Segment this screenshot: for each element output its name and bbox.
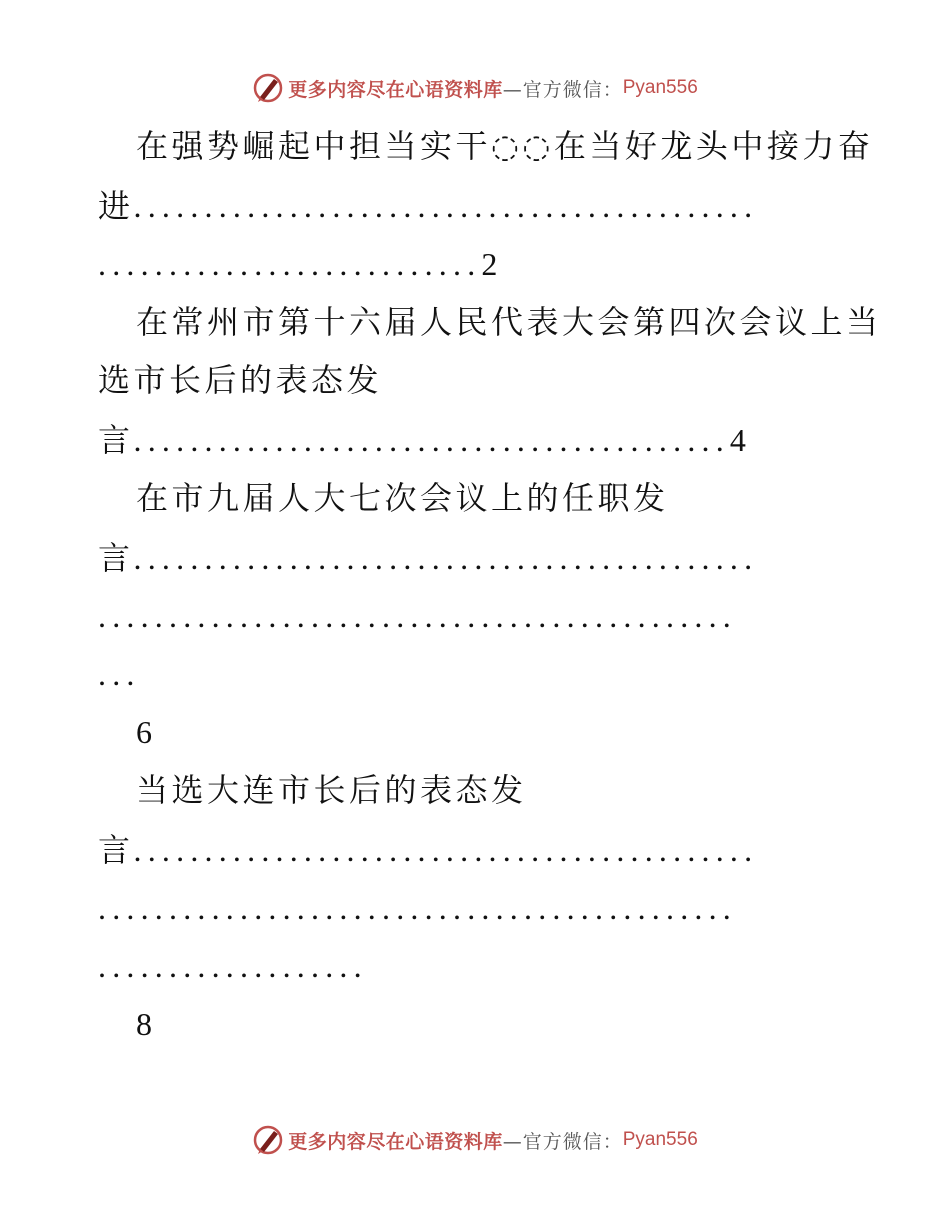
toc-entry-2-dots-line-3: ..........................................	[133, 422, 730, 458]
watermark-sub-text: —官方微信：	[502, 78, 623, 101]
watermark-id-text: Pyan556	[622, 77, 698, 98]
toc-entry-4-dots-line-4: ...................	[98, 948, 368, 984]
toc-entry-4-dots-row-1	[98, 830, 758, 870]
watermark-id-text: Pyan556	[622, 1129, 698, 1150]
toc-entry-3-dots-line-3: .............................................	[98, 598, 737, 634]
toc-entry-3-page-number	[136, 712, 152, 752]
watermark-main-text: 更多内容尽在心语资料库	[288, 78, 503, 101]
toc-entry-3-title-end: 言	[98, 539, 134, 577]
toc-entry-3-dots-row-2	[98, 596, 737, 636]
toc-entry-2-title-end: 言	[98, 421, 134, 459]
toc-entry-4-title-line-1: 当选大连市长后的表态发	[136, 771, 527, 809]
toc-entry-4-title-end: 言	[98, 831, 134, 869]
toc-entry-2-dots-row	[98, 420, 746, 460]
watermark-main-text: 更多内容尽在心语资料库	[288, 1130, 503, 1153]
toc-entry-1-title-line-2	[98, 186, 758, 226]
toc-entry-4-page-number-value: 8	[136, 1006, 152, 1042]
toc-entry-3-dots-row-3	[98, 654, 141, 694]
toc-entry-2-title-line-2: 选市长后的表态发	[98, 361, 383, 399]
toc-entry-3-title-line-1: 在市九届人大七次会议上的任职发	[136, 479, 669, 517]
toc-entry-4-page-number	[136, 1004, 152, 1044]
toc-entry-1-dots-row	[98, 244, 497, 284]
toc-entry-3-dots-row-1	[98, 538, 758, 578]
watermark-sub-text: —官方微信：	[502, 1130, 623, 1153]
toc-entry-1-dots-line-2: ............................................	[133, 188, 759, 224]
pen-logo-icon	[252, 1123, 284, 1157]
toc-entry-2-title-line-1: 在常州市第十六届人民代表大会第四次会议上当	[136, 303, 882, 341]
toc-entry-4-dots-row-2	[98, 888, 737, 928]
footer-watermark	[0, 1123, 950, 1157]
toc-entry-1-page-number: 2	[481, 246, 498, 282]
toc-entry-4-dots-row-3	[98, 946, 368, 986]
pen-logo-icon	[252, 71, 284, 105]
toc-entry-1-title-line-1: 在强势崛起中担当实干◌◌在当好龙头中接力奋	[136, 127, 874, 165]
toc-entry-4-dots-line-2: ............................................	[133, 832, 759, 868]
toc-entry-3-dots-line-2: ............................................	[133, 540, 759, 576]
header-watermark	[0, 71, 950, 105]
toc-entry-3-page-number-value: 6	[136, 714, 152, 750]
toc-entry-1-dots-line-3: ...........................	[98, 246, 482, 282]
toc-entry-2-page-number: 4	[729, 422, 746, 458]
toc-entry-3-dots-line-4: ...	[98, 656, 141, 692]
toc-entry-1-title-end: 进	[98, 187, 134, 225]
toc-entry-4-dots-line-3: .............................................	[98, 890, 737, 926]
